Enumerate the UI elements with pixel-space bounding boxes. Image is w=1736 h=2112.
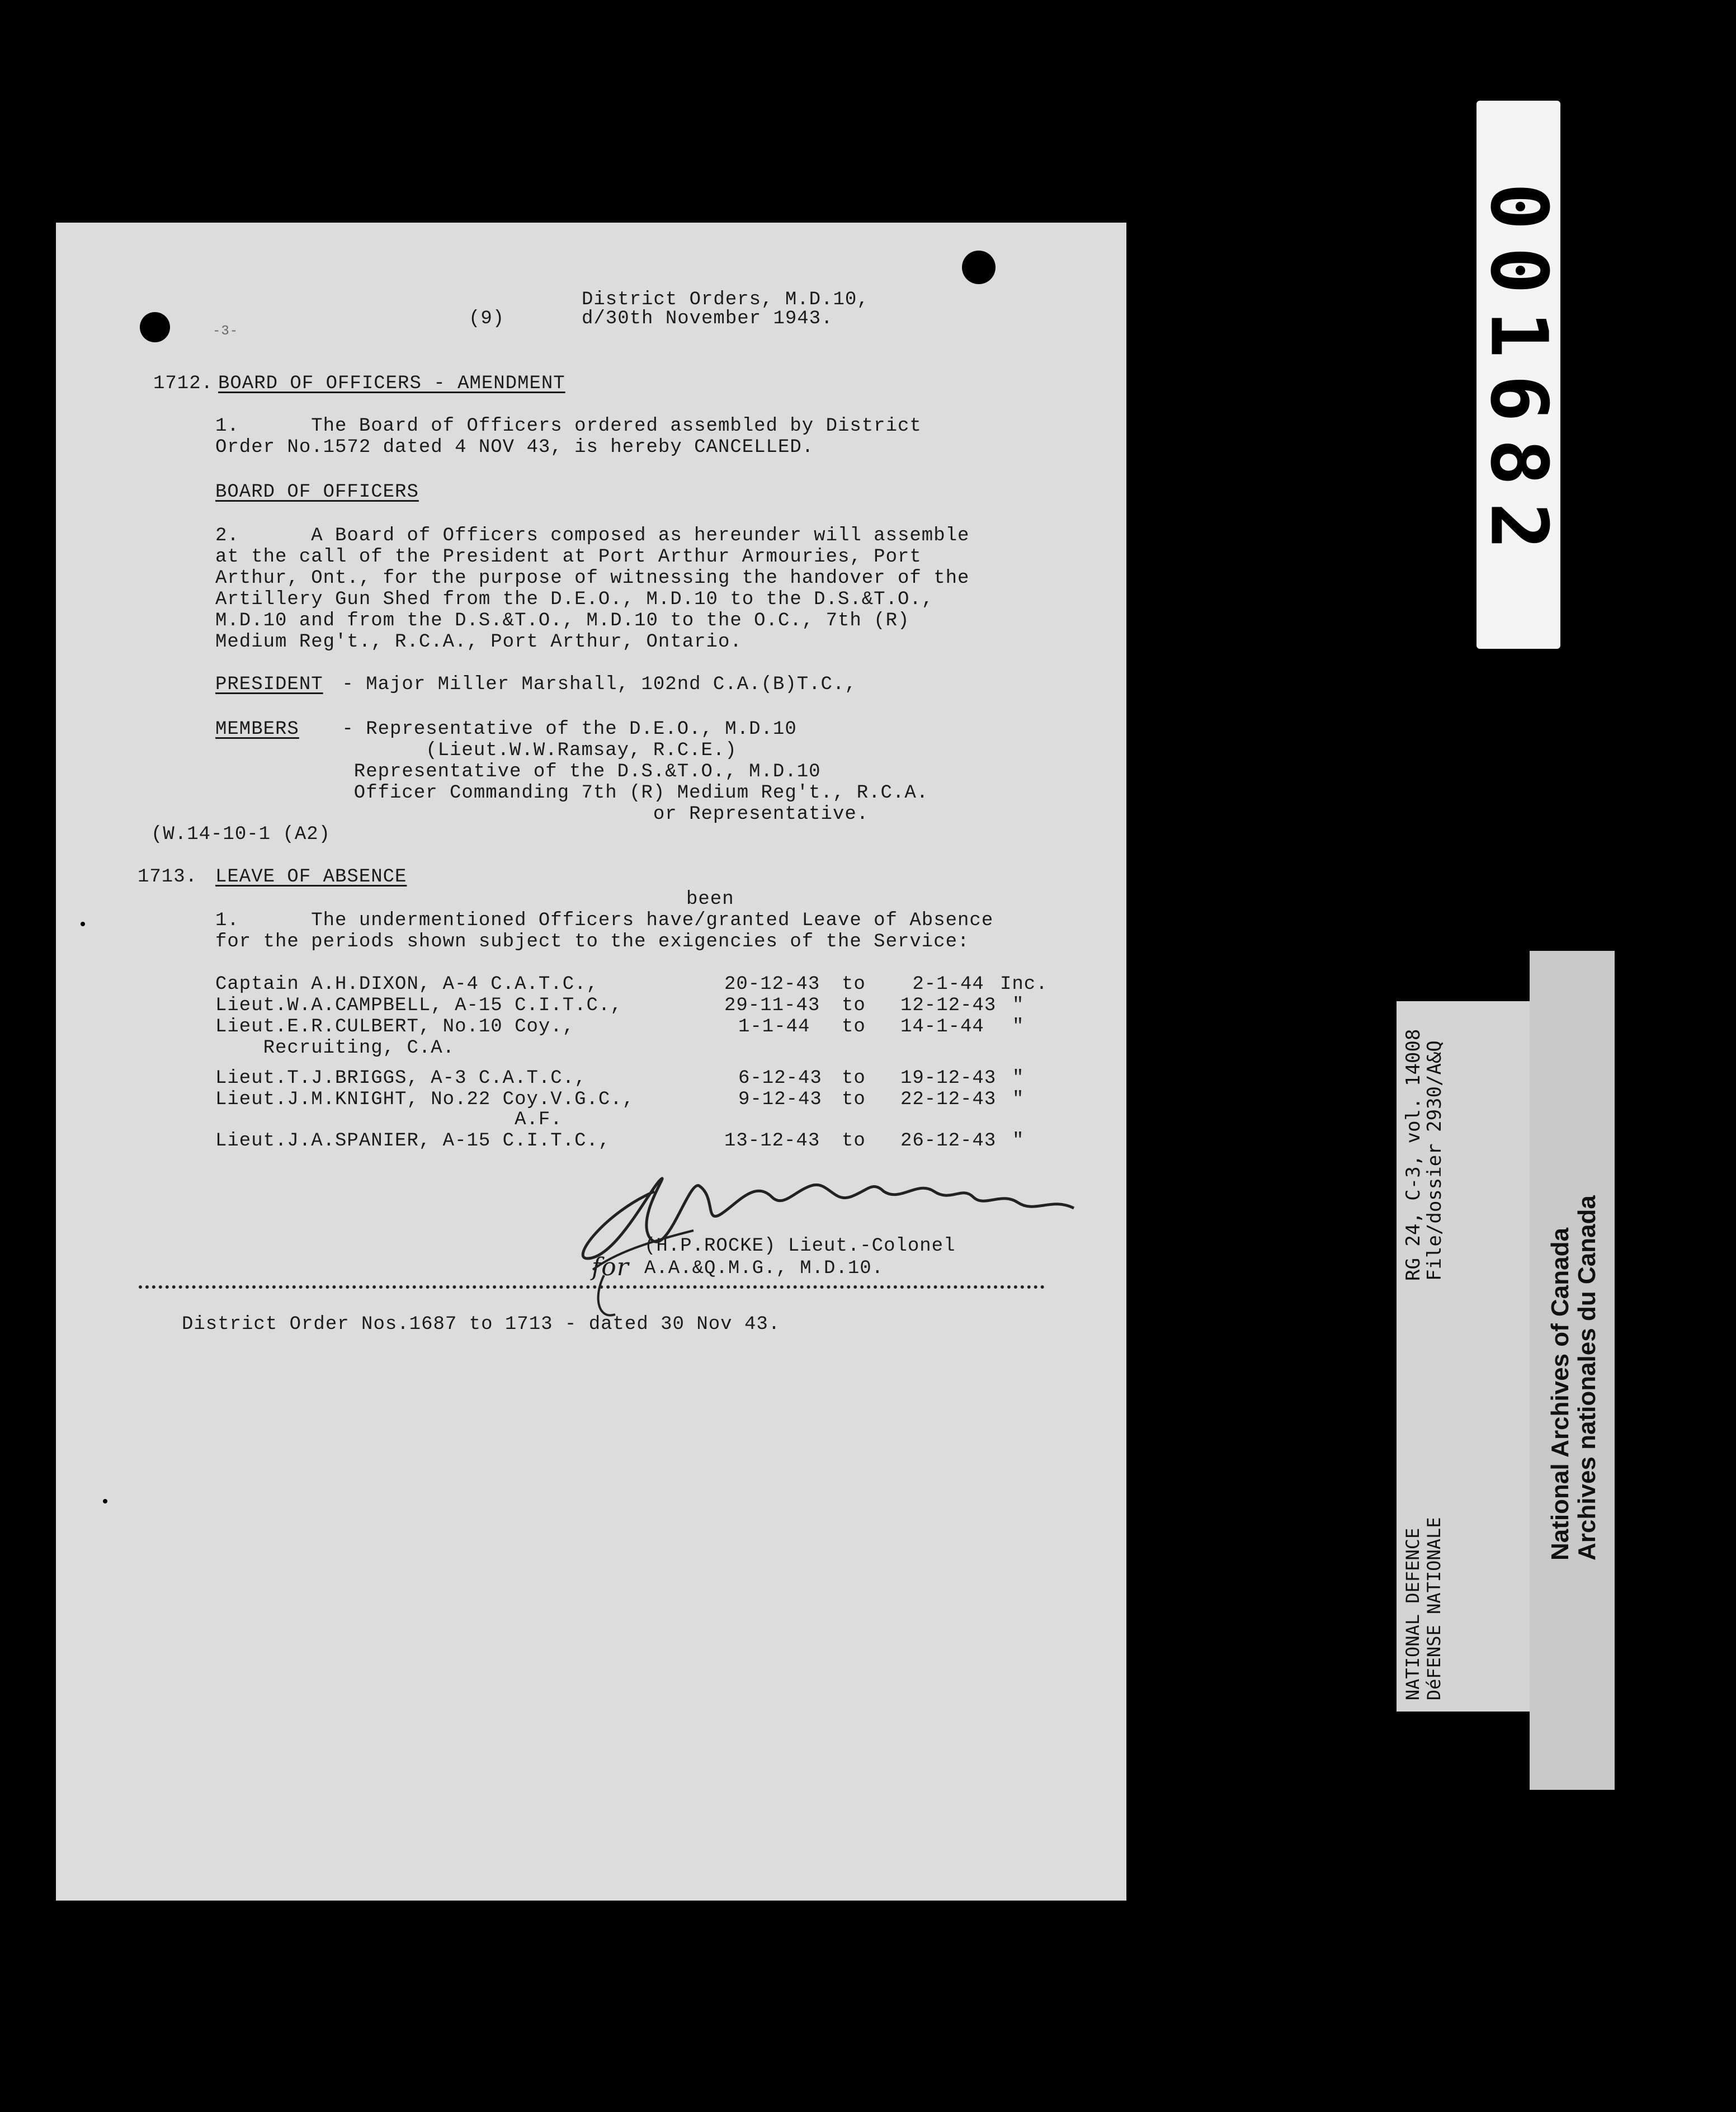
stray-mark xyxy=(103,1499,107,1503)
paragraph-line: at the call of the President at Port Arthur Armouries, Port xyxy=(215,546,922,568)
frame-number: 001682 xyxy=(1473,183,1564,567)
document-page xyxy=(56,223,1126,1901)
handwritten-insertion: been xyxy=(686,889,734,910)
leave-note: Inc. xyxy=(1000,974,1048,995)
officer-name: Lieut.W.A.CAMPBELL, A-15 C.I.T.C., xyxy=(215,995,622,1016)
signature-title: A.A.&Q.M.G., M.D.10. xyxy=(644,1258,884,1279)
officer-name: A.F. xyxy=(215,1109,563,1130)
microfilm-frame-strip xyxy=(1473,101,1564,649)
paragraph-line: Arthur, Ont., for the purpose of witnessing the handover of the xyxy=(215,568,970,589)
stray-mark xyxy=(81,922,85,926)
leave-from: 20-12-43 xyxy=(724,974,820,995)
section-heading: LEAVE OF ABSENCE xyxy=(215,866,407,888)
department-fr: DéFENSE NATIONALE xyxy=(1423,1517,1445,1700)
members-line: - Representative of the D.E.O., M.D.10 xyxy=(330,719,797,740)
punch-hole xyxy=(962,251,996,284)
leave-to: 22-12-43 xyxy=(900,1089,997,1110)
leave-to-word: to xyxy=(842,1089,866,1110)
officer-name: Lieut.J.M.KNIGHT, No.22 Coy.V.G.C., xyxy=(215,1089,635,1110)
paragraph-line: Artillery Gun Shed from the D.E.O., M.D.10 to the D.S.&T.O., xyxy=(215,589,934,610)
leave-to: 12-12-43 xyxy=(900,995,997,1016)
section-heading: BOARD OF OFFICERS - AMENDMENT xyxy=(218,373,565,394)
leave-from: 9-12-43 xyxy=(738,1089,822,1110)
members-label: MEMBERS xyxy=(215,719,299,740)
president-text: - Major Miller Marshall, 102nd C.A.(B)T.C., xyxy=(330,674,857,695)
members-line: Officer Commanding 7th (R) Medium Reg't., R.C.A. xyxy=(330,782,929,804)
archives-name-label xyxy=(1530,951,1615,1790)
leave-to-word: to xyxy=(842,1068,866,1089)
header-line-1: District Orders, M.D.10, xyxy=(582,289,869,310)
officer-name: Lieut.E.R.CULBERT, No.10 Coy., xyxy=(215,1016,575,1038)
leave-note: " xyxy=(1012,995,1025,1016)
dotted-separator xyxy=(139,1285,1045,1289)
leave-from: 13-12-43 xyxy=(724,1130,820,1152)
leave-note: " xyxy=(1012,1068,1025,1089)
page-number: (9) xyxy=(469,308,505,329)
members-line: Representative of the D.S.&T.O., M.D.10 xyxy=(330,761,821,782)
paragraph-line: M.D.10 and from the D.S.&T.O., M.D.10 to the O.C., 7th (R) xyxy=(215,610,910,631)
punch-hole xyxy=(140,312,170,342)
officer-name: Recruiting, C.A. xyxy=(215,1038,455,1059)
signature-name: (H.P.ROCKE) Lieut.-Colonel xyxy=(644,1236,956,1257)
leave-to-word: to xyxy=(842,995,866,1016)
signature-handwritten: for xyxy=(592,1253,629,1281)
archive-ref-line-1: RG 24, C-3, vol. 14008 xyxy=(1402,1029,1424,1281)
leave-to-word: to xyxy=(842,1130,866,1152)
leave-note: " xyxy=(1012,1089,1025,1110)
paragraph-line: for the periods shown subject to the exigencies of the Service: xyxy=(215,931,970,953)
leave-to: 2-1-44 xyxy=(900,974,984,995)
leave-from: 29-11-43 xyxy=(724,995,820,1016)
paragraph-line: Medium Reg't., R.C.A., Port Arthur, Ontario. xyxy=(215,631,742,653)
officer-name: Lieut.J.A.SPANIER, A-15 C.I.T.C., xyxy=(215,1130,611,1152)
handwritten-signature xyxy=(570,1147,1107,1326)
officer-name: Captain A.H.DIXON, A-4 C.A.T.C., xyxy=(215,974,598,995)
leave-from: 1-1-44 xyxy=(738,1016,810,1038)
leave-note: " xyxy=(1012,1130,1025,1152)
leave-to-word: to xyxy=(842,1016,866,1038)
archive-ref-line-2: File/dossier 2930/A&Q xyxy=(1423,1040,1446,1281)
leave-to: 14-1-44 xyxy=(900,1016,984,1038)
paragraph-line: 1. The Board of Officers ordered assembled by District xyxy=(215,416,922,437)
footer-note: District Order Nos.1687 to 1713 - dated 30 Nov 43. xyxy=(182,1314,781,1335)
header-line-2: d/30th November 1943. xyxy=(582,308,833,329)
members-line: (Lieut.W.W.Ramsay, R.C.E.) xyxy=(330,740,737,761)
corner-mark: -3- xyxy=(213,324,239,339)
archives-name-en: National Archives of Canada xyxy=(1546,1228,1574,1561)
paragraph-line: Order No.1572 dated 4 NOV 43, is hereby CANCELLED. xyxy=(215,437,814,458)
archive-reference-label xyxy=(1397,1001,1530,1712)
paragraph-line: 2. A Board of Officers composed as hereunder will assemble xyxy=(215,525,970,546)
president-label: PRESIDENT xyxy=(215,674,323,695)
archives-name-fr: Archives nationales du Canada xyxy=(1573,1195,1601,1561)
leave-note: " xyxy=(1012,1016,1025,1038)
leave-to: 19-12-43 xyxy=(900,1068,997,1089)
section-number: 1712. xyxy=(153,373,214,394)
leave-to-word: to xyxy=(842,974,866,995)
leave-from: 6-12-43 xyxy=(738,1068,822,1089)
department-en: NATIONAL DEFENCE xyxy=(1402,1528,1423,1700)
paragraph-line: 1. The undermentioned Officers have/granted Leave of Absence xyxy=(215,910,994,931)
section-number: 1713. xyxy=(138,866,198,888)
leave-to: 26-12-43 xyxy=(900,1130,997,1152)
file-reference: (W.14-10-1 (A2) xyxy=(151,824,331,845)
members-line: or Representative. xyxy=(330,804,869,825)
officer-name: Lieut.T.J.BRIGGS, A-3 C.A.T.C., xyxy=(215,1068,587,1089)
subheading: BOARD OF OFFICERS xyxy=(215,482,419,503)
